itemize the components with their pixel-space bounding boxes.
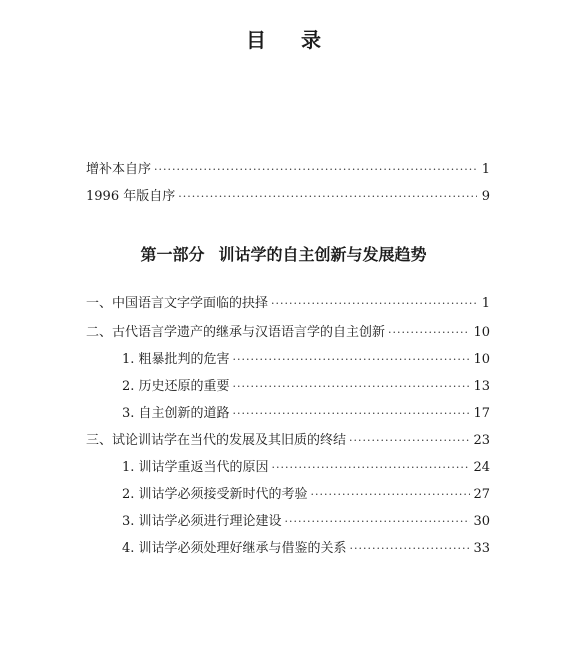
toc-entry-section-3[interactable]: [86, 433, 490, 449]
toc-entry-page: 13: [473, 379, 490, 394]
leader-dots: [349, 433, 470, 449]
toc-entry-label: 增补本自序: [86, 162, 152, 177]
toc-entry-preface-1[interactable]: [86, 162, 490, 178]
leader-dots: [233, 379, 471, 395]
toc-entry-page: 1: [481, 296, 490, 311]
toc-entry-subsection[interactable]: [122, 541, 490, 557]
leader-dots: [233, 406, 471, 422]
toc-entry-label: 三、试论训诂学在当代的发展及其旧质的终结: [86, 433, 347, 448]
toc-entry-subsection[interactable]: [122, 487, 490, 503]
leader-dots: [271, 296, 477, 312]
toc-entry-subsection[interactable]: [122, 460, 490, 476]
toc-entry-label: 3. 训诂学必须进行理论建设: [122, 514, 282, 529]
toc-entry-subsection[interactable]: [122, 514, 490, 530]
toc-entry-label: 一、中国语言文字学面临的抉择: [86, 296, 269, 311]
toc-entry-page: 24: [473, 460, 490, 475]
leader-dots: [272, 460, 471, 476]
toc-entry-label: 2. 历史还原的重要: [122, 379, 230, 394]
toc-entry-page: 23: [473, 433, 490, 448]
toc-entry-section-1[interactable]: [86, 296, 490, 312]
leader-dots: [350, 541, 471, 557]
toc-entry-label: 2. 训诂学必须接受新时代的考验: [122, 487, 308, 502]
part-number: 第一部分: [140, 245, 205, 264]
part-title: 训诂学的自主创新与发展趋势: [218, 245, 427, 264]
toc-entry-label: 1. 粗暴批判的危害: [122, 352, 230, 367]
leader-dots: [154, 162, 477, 178]
part-heading: [0, 242, 567, 265]
toc-entry-page: 1: [481, 162, 490, 177]
toc-entry-page: 9: [481, 189, 490, 204]
toc-entry-subsection[interactable]: [122, 406, 490, 422]
toc-entry-section-2[interactable]: [86, 325, 490, 341]
toc-entry-label: 4. 训诂学必须处理好继承与借鉴的关系: [122, 541, 347, 556]
toc-entry-page: 10: [473, 352, 490, 367]
toc-entry-label: 1. 训诂学重返当代的原因: [122, 460, 269, 475]
toc-entry-subsection[interactable]: [122, 379, 490, 395]
toc-entry-page: 30: [473, 514, 490, 529]
toc-entry-label: 3. 自主创新的道路: [122, 406, 230, 421]
toc-entry-label: 二、古代语言学遗产的继承与汉语语言学的自主创新: [86, 325, 386, 340]
page-title: 目 录: [246, 28, 335, 52]
toc-entry-preface-2[interactable]: [86, 189, 490, 205]
toc-entry-page: 27: [473, 487, 490, 502]
leader-dots: [285, 514, 471, 530]
toc-entry-subsection[interactable]: [122, 352, 490, 368]
toc-entry-label: 1996 年版自序: [86, 189, 176, 204]
toc-entry-page: 17: [473, 406, 490, 421]
leader-dots: [233, 352, 471, 368]
leader-dots: [388, 325, 470, 341]
toc-entry-page: 10: [473, 325, 490, 340]
toc-entry-page: 33: [473, 541, 490, 556]
leader-dots: [311, 487, 471, 503]
leader-dots: [178, 189, 477, 205]
